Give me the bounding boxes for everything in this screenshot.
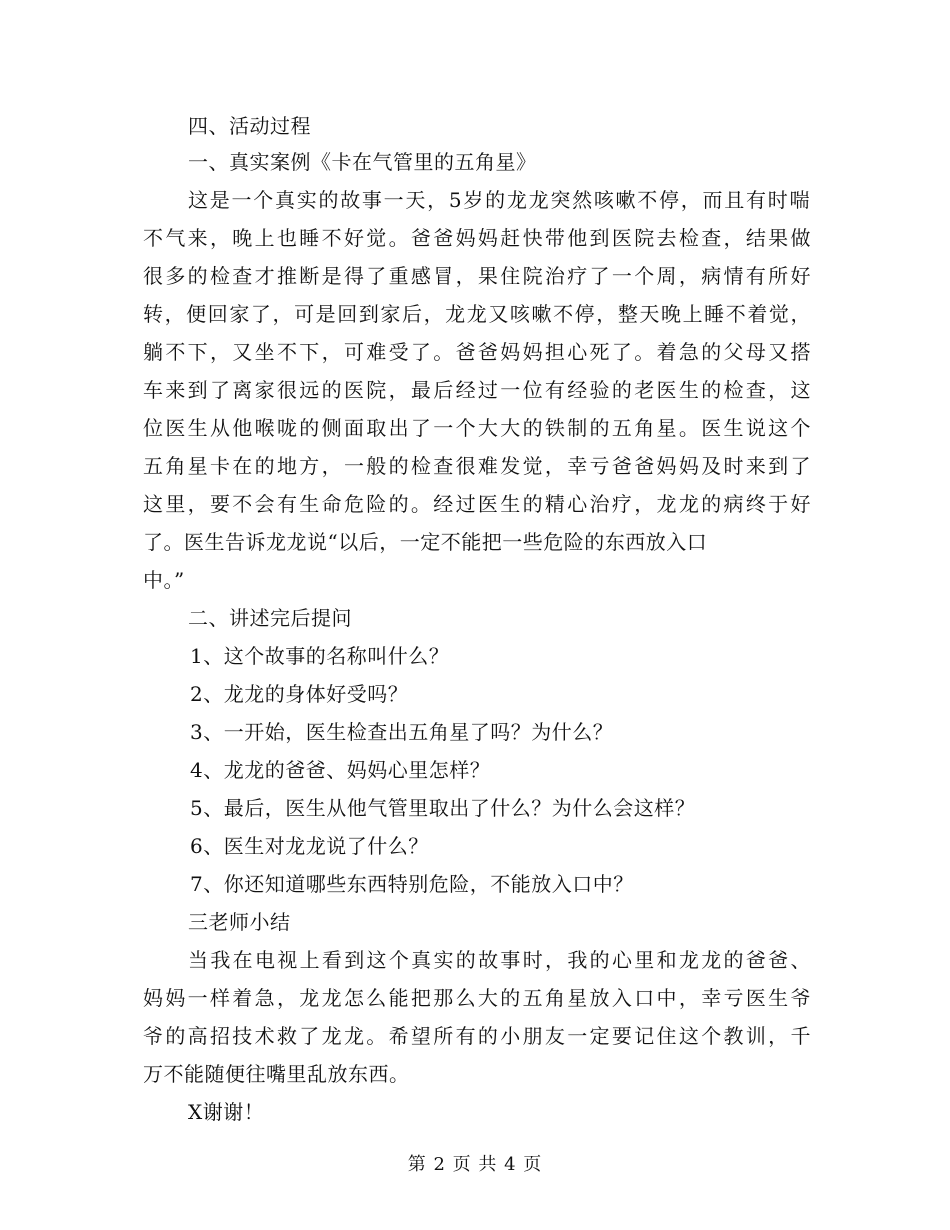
question-item: 1、这个故事的名称叫什么？ [190, 644, 450, 668]
summary-line: 妈妈一样着急，龙龙怎么能把那么大的五角星放入口中，幸亏医生爷 [143, 986, 811, 1010]
question-item: 7、你还知道哪些东西特别危险，不能放入口中？ [190, 872, 634, 896]
question-item: 4、龙龙的爸爸、妈妈心里怎样？ [190, 758, 491, 782]
question-item: 3、一开始，医生检查出五角星了吗？为什么？ [190, 720, 614, 744]
heading-activity-process: 四、活动过程 [188, 114, 311, 138]
thanks-line: X谢谢！ [188, 1100, 265, 1124]
section-1-title: 一、真实案例《卡在气管里的五角星》 [188, 150, 537, 174]
section-3-title: 三老师小结 [188, 910, 291, 934]
story-line: 很多的检查才推断是得了重感冒，果住院治疗了一个周，病情有所好 [143, 264, 811, 288]
story-line: 位医生从他喉咙的侧面取出了一个大大的铁制的五角星。医生说这个 [143, 416, 811, 440]
story-line: 车来到了离家很远的医院，最后经过一位有经验的老医生的检查，这 [143, 378, 811, 402]
story-line: 了。医生告诉龙龙说“以后，一定不能把一些危险的东西放入口 [143, 530, 708, 554]
story-line: 转，便回家了，可是回到家后，龙龙又咳嗽不停，整天晚上睡不着觉， [143, 302, 811, 326]
story-line: 五角星卡在的地方，一般的检查很难发觉，幸亏爸爸妈妈及时来到了 [143, 454, 811, 478]
question-item: 5、最后，医生从他气管里取出了什么？为什么会这样？ [190, 796, 696, 820]
section-2-title: 二、讲述完后提问 [188, 606, 352, 630]
summary-line: 当我在电视上看到这个真实的故事时，我的心里和龙龙的爸爸、 [188, 948, 811, 972]
story-line: 不气来，晚上也睡不好觉。爸爸妈妈赶快带他到医院去检查，结果做 [143, 226, 811, 250]
question-item: 6、医生对龙龙说了什么？ [190, 834, 429, 858]
story-line: 中。” [143, 568, 185, 592]
page-footer: 第 2 页 共 4 页 [407, 1154, 543, 1175]
story-line: 这是一个真实的故事一天，5岁的龙龙突然咳嗽不停，而且有时喘 [188, 188, 810, 212]
summary-line: 万不能随便往嘴里乱放东西。 [143, 1062, 410, 1086]
question-item: 2、龙龙的身体好受吗？ [190, 682, 409, 706]
story-line: 躺不下，又坐不下，可难受了。爸爸妈妈担心死了。着急的父母又搭 [143, 340, 811, 364]
summary-line: 爷的高招技术救了龙龙。希望所有的小朋友一定要记住这个教训，千 [143, 1024, 811, 1048]
story-line: 这里，要不会有生命危险的。经过医生的精心治疗，龙龙的病终于好 [143, 492, 811, 516]
